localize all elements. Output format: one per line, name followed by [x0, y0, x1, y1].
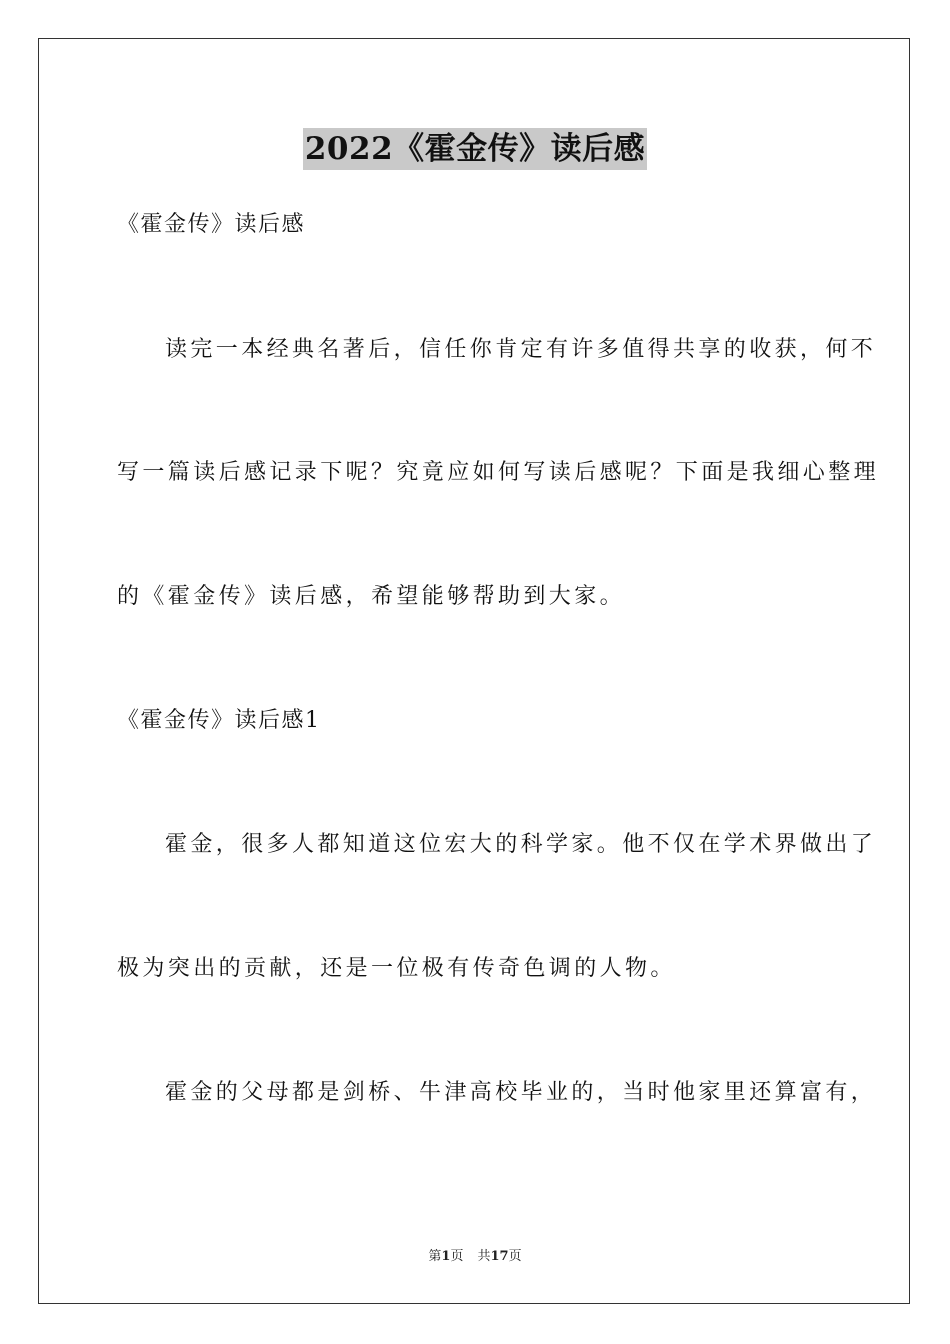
page-footer [0, 1248, 950, 1266]
footer-page-total: 17 [490, 1249, 509, 1264]
footer-page-prefix: 第 [428, 1249, 442, 1264]
intro-heading: 《霍金传》读后感 [117, 212, 306, 237]
paragraph-line: 的《霍金传》读后感，希望能够帮助到大家。 [117, 584, 626, 609]
footer-total-prefix: 共 [477, 1249, 491, 1264]
paragraph-line: 霍金的父母都是剑桥、牛津高校毕业的，当时他家里还算富有， [165, 1080, 877, 1105]
footer-page-current: 1 [441, 1249, 451, 1264]
section-heading: 《霍金传》读后感1 [117, 708, 321, 733]
paragraph-line: 极为突出的贡献，还是一位极有传奇色调的人物。 [117, 956, 676, 981]
paragraph-line: 读完一本经典名著后，信任你肯定有许多值得共享的收获，何不 [165, 337, 877, 362]
paragraph-line: 写一篇读后感记录下呢？究竟应如何写读后感呢？下面是我细心整理 [117, 460, 880, 485]
paragraph-line: 霍金，很多人都知道这位宏大的科学家。他不仅在学术界做出了 [165, 832, 877, 857]
document-title: 2022《霍金传》读后感 [303, 128, 647, 170]
footer-total-suffix: 页 [508, 1249, 522, 1264]
title-container [0, 128, 950, 170]
footer-page-suffix: 页 [450, 1249, 464, 1264]
